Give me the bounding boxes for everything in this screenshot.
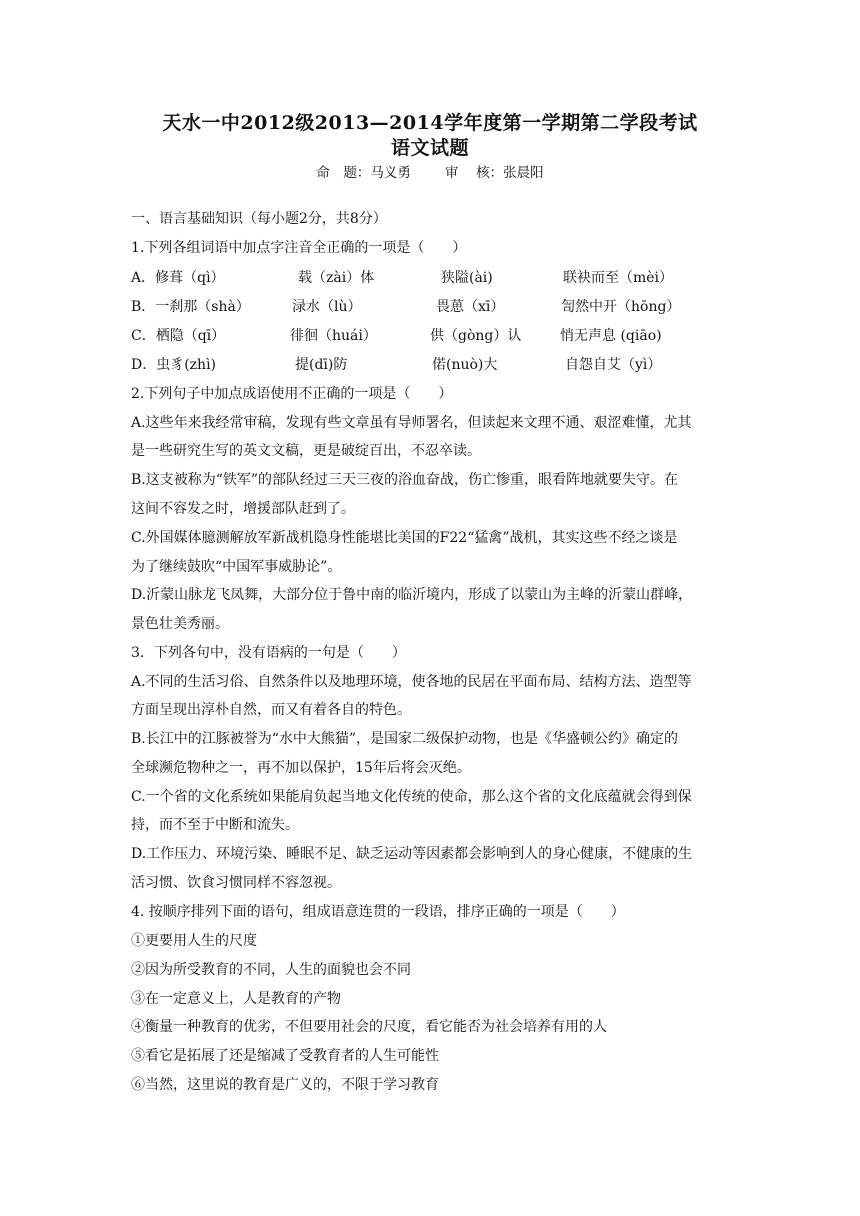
reviewer-credit: 审 核：张晨阳 xyxy=(444,165,544,181)
exam-subtitle: 语文试题 xyxy=(390,137,469,159)
q3-line: A.不同的生活习俗、自然条件以及地理环境，使各地的民居在平面布局、结构方法、造型等 xyxy=(131,674,692,690)
q1-option-a-4: 联袂而至（mèi） xyxy=(563,270,674,286)
q1-option-d-3: 偌(nuò)大 xyxy=(432,357,498,373)
q3-line: 全球濒危物种之一，再不加以保护，15年后将会灭绝。 xyxy=(131,760,471,776)
q2-line: A.这些年来我经常审稿，发现有些文章虽有导师署名，但读起来文理不通、艰涩难懂，尤其 xyxy=(131,415,692,431)
q2-line: D.沂蒙山脉龙飞凤舞，大部分位于鲁中南的临沂境内，形成了以蒙山为主峰的沂蒙山群峰， xyxy=(131,587,693,603)
q2-line: 为了继续鼓吹“中国军事威胁论”。 xyxy=(131,559,342,575)
q4-item: ⑤看它是拓展了还是缩减了受教育者的人生可能性 xyxy=(131,1048,439,1064)
section-heading: 一、语言基础知识（每小题2分，共8分） xyxy=(131,211,387,227)
q1-option-a-2: 载（zài）体 xyxy=(298,270,375,286)
q3-line: 方面呈现出淳朴自然，而又有着各自的特色。 xyxy=(131,702,411,718)
q3-line: 持，而不至于中断和流失。 xyxy=(131,817,299,833)
q2-line: 是一些研究生写的英文文稿，更是破绽百出，不忍卒读。 xyxy=(131,443,481,459)
q4-item: ①更要用人生的尺度 xyxy=(131,933,257,949)
q1-option-c-1: C．栖隐（qī） xyxy=(131,328,226,344)
q1-option-d-1: D．虫豸(zhì) xyxy=(131,357,217,373)
setter-credit: 命 题：马义勇 xyxy=(316,165,411,181)
q3-line: D.工作压力、环境污染、睡眠不足、缺乏运动等因素都会影响到人的身心健康，不健康的生 xyxy=(131,846,693,862)
q3-line: C.一个省的文化系统如果能肩负起当地文化传统的使命，那么这个省的文化底蕴就会得到保 xyxy=(131,789,692,805)
q1-option-c-2: 徘徊（huái） xyxy=(290,328,377,344)
q1-option-b-3: 畏葸（xī） xyxy=(436,299,505,315)
q1-option-b-2: 渌水（lù） xyxy=(292,299,362,315)
question-1-stem: 1.下列各组词语中加点字注音全正确的一项是（ ） xyxy=(131,240,467,256)
q1-option-d-2: 提(dī)防 xyxy=(295,357,348,373)
q1-option-b-1: B．一刹那（shà） xyxy=(131,299,250,315)
q4-item: ②因为所受教育的不同，人生的面貌也会不同 xyxy=(131,962,411,978)
q4-item: ⑥当然，这里说的教育是广义的，不限于学习教育 xyxy=(131,1077,439,1093)
credits-line xyxy=(0,161,860,181)
q1-option-d-4: 自怨自艾（yì） xyxy=(565,357,662,373)
q2-line: C.外国媒体臆测解放军新战机隐身性能堪比美国的F22“猛禽”战机，其实这些不经之谈是 xyxy=(131,530,678,546)
q2-line: 景色壮美秀丽。 xyxy=(131,616,229,632)
q4-item: ③在一定意义上，人是教育的产物 xyxy=(131,991,341,1007)
question-4-stem: 4. 按顺序排列下面的语句，组成语意连贯的一段语，排序正确的一项是（ ） xyxy=(131,904,625,920)
q3-line: 活习惯、饮食习惯同样不容忽视。 xyxy=(131,875,341,891)
q1-option-a-3: 狭隘(ài) xyxy=(441,270,493,286)
q4-item: ④衡量一种教育的优劣，不但要用社会的尺度，看它能否为社会培养有用的人 xyxy=(131,1019,607,1035)
q2-line: 这间不容发之时，增援部队赶到了。 xyxy=(131,501,355,517)
q1-option-c-3: 供（gòng）认 xyxy=(430,328,522,344)
q1-option-b-4: 訇然中开（hōng） xyxy=(561,299,681,315)
q3-line: B.长江中的江豚被誉为“水中大熊猫”，是国家二级保护动物，也是《华盛顿公约》确定的 xyxy=(131,731,679,747)
exam-title: 天水一中2012级2013—2014学年度第一学期第二学段考试 xyxy=(162,112,698,134)
question-2-stem: 2.下列句子中加点成语使用不正确的一项是（ ） xyxy=(131,386,453,402)
q2-line: B.这支被称为“铁军”的部队经过三天三夜的浴血奋战，伤亡惨重，眼看阵地就要失守。在 xyxy=(131,472,679,488)
q1-option-c-4: 悄无声息 (qiāo) xyxy=(560,328,662,344)
q1-option-a-1: A．修葺（qì） xyxy=(131,270,225,286)
question-3-stem: 3．下列各句中，没有语病的一句是（ ） xyxy=(131,645,406,661)
